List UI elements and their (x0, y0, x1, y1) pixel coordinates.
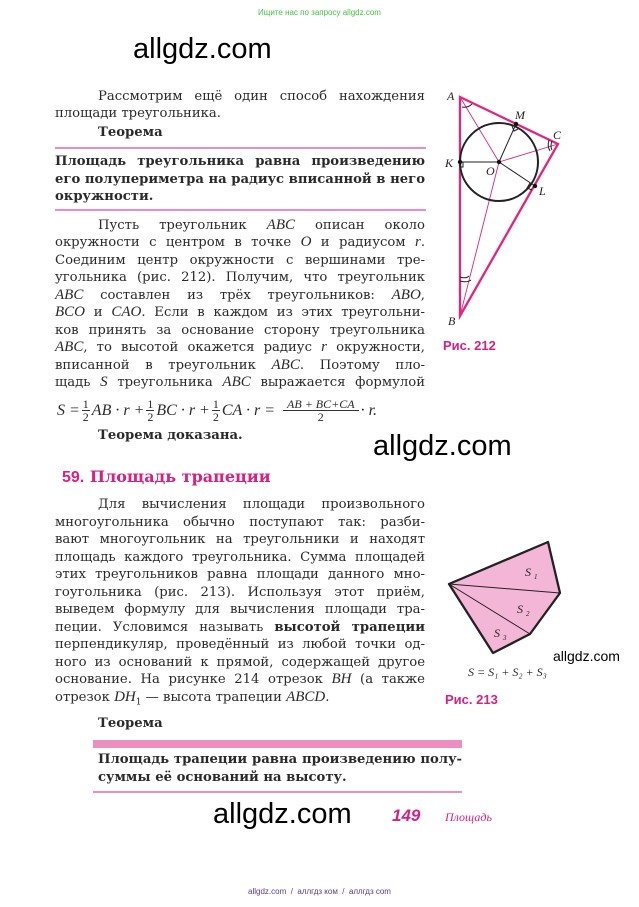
text-segment: и радиусом (311, 235, 415, 250)
numerator: 1 (82, 397, 89, 411)
text-segment: составлен из трёх треугольников: (83, 288, 392, 303)
text-segment: выражается формулой (250, 375, 425, 390)
text-segment: щадь (55, 375, 101, 390)
math-symbol: CAO (111, 304, 142, 320)
text-segment: его полупериметра на радиус вписанной в него (55, 172, 425, 187)
math-symbol: ABC (271, 357, 300, 373)
section-title: Площадь трапеции (89, 467, 271, 486)
text-segment: описан около (295, 218, 425, 233)
figure-213-formula: S = S₁ + S₂ + S₃ (468, 665, 547, 679)
text-segment: окружности, (326, 340, 425, 355)
chapter-title: Площадь (445, 810, 492, 824)
label-k: K (445, 156, 454, 170)
text-segment: ков принять за основание сторону треугольника (55, 323, 425, 338)
formula-part: BC · r + (156, 401, 210, 419)
text-segment: вают многоугольник на треугольники и находят (55, 532, 425, 547)
label-s2-index: 2 (526, 610, 530, 618)
text-segment: Соединим центр окружности с вершинами тре- (55, 253, 425, 268)
text-segment: площадь каждого треугольника. Сумма площадей (55, 550, 425, 565)
math-symbol: ABC (55, 339, 84, 355)
denominator: 2 (82, 410, 89, 424)
text-segment: . (325, 690, 330, 705)
math-symbol: ABC (55, 287, 84, 303)
text-segment: вписанной в треугольник (55, 358, 272, 373)
top-watermark: Ищите нас по запросу allgdz.com (258, 8, 381, 17)
math-symbol: ABC (222, 374, 251, 390)
text-segment: окружности с центром в точке (55, 235, 301, 250)
text-segment: треугольника (107, 375, 223, 390)
text-segment: площади треугольника. (55, 106, 221, 121)
watermark: allgdz.com (373, 430, 512, 462)
denominator: 2 (212, 410, 219, 424)
formula-part: AB · r + (91, 401, 145, 419)
math-symbol: BH (331, 671, 352, 687)
label-s1-index: 1 (534, 573, 538, 581)
text-segment: пеции. Условимся называть (55, 620, 275, 635)
watermark: allgdz.com (553, 648, 620, 664)
label-m: M (515, 108, 525, 122)
text-segment: Рассмотрим ещё один способ нахождения (98, 89, 425, 104)
theorem-label: Теорема (98, 125, 163, 140)
text-segment: Для вычисления площади произвольного (98, 497, 425, 512)
math-symbol: r (321, 339, 327, 355)
text-segment: угольника (рис. 212). Получим, что треугольник (55, 270, 425, 285)
figure-213 (449, 542, 560, 653)
label-o: O (486, 164, 495, 178)
formula-part: · r. (360, 401, 378, 419)
text-segment: . Поэтому пло- (299, 358, 425, 373)
watermark: allgdz.com (133, 33, 272, 65)
text-segment: Площадь треугольника равна произведению (55, 154, 425, 169)
text-segment: (а также (351, 672, 425, 687)
text-segment: . (420, 235, 426, 250)
label-s3-index: 3 (503, 634, 507, 642)
math-symbol: DH (114, 689, 136, 705)
section-number: 59. (62, 469, 85, 486)
numerator: 1 (212, 397, 219, 411)
text-segment: отрезок (55, 690, 115, 705)
label-s2: S (517, 602, 523, 616)
text-segment: 1 (135, 697, 142, 708)
math-symbol: ABC (266, 217, 295, 233)
formula-part: CA · r = (221, 401, 276, 419)
numerator: AB + BC+CA (283, 398, 359, 411)
text-segment: и (85, 305, 112, 320)
text-segment: Пусть треугольник (98, 218, 267, 233)
text-segment: основание. На рисунке 214 отрезок (55, 672, 332, 687)
text-segment: Площадь трапеции равна произведению полу- (98, 752, 462, 767)
label-s3: S (494, 626, 500, 640)
text-segment: суммы её оснований на высоту. (98, 770, 347, 785)
denominator: 2 (317, 410, 324, 424)
figure-212-caption: Рис. 212 (443, 338, 496, 353)
text-segment: ного из оснований к прямой, содержащей другое (55, 655, 425, 670)
math-symbol: ABCD (286, 689, 326, 705)
math-symbol: S (100, 374, 108, 390)
label-c: C (553, 128, 562, 142)
text-segment: . Если в каждом из этих треугольни- (141, 305, 425, 320)
math-symbol: r (414, 234, 421, 250)
figure-213-caption: Рис. 213 (445, 692, 498, 707)
text-segment: этих треугольников равна площади данного мно- (55, 567, 425, 582)
denominator: 2 (147, 410, 154, 424)
triangle-abc (460, 97, 558, 316)
text-segment: — высота трапеции (141, 690, 287, 705)
text-segment: гоугольника (рис. 213). Используя этот приём, (55, 585, 425, 600)
page-number: 149 (392, 806, 421, 825)
bottom-watermark: allgdz.com / аллгдз ком / аллгдз com (248, 887, 391, 896)
text-segment: выведем формулу для вычисления площади тра- (55, 602, 425, 617)
math-symbol: ABO (391, 287, 421, 303)
text-segment: высотой трапеции (274, 620, 425, 635)
label-s1: S (525, 565, 531, 579)
math-symbol: O (300, 234, 312, 250)
label-l: L (539, 184, 546, 198)
text-segment: , то высотой окажется радиус (83, 340, 322, 355)
math-symbol: BCO (55, 304, 85, 320)
text-segment: перпендикуляр, проведённый из любой точки од- (55, 637, 425, 652)
theorem-label: Теорема (98, 716, 163, 731)
text-segment: окружности. (55, 189, 154, 204)
text-segment: , (420, 288, 425, 303)
text-segment: многоугольника обычно поступают так: разби- (55, 515, 425, 530)
numerator: 1 (147, 397, 154, 411)
watermark: allgdz.com (213, 798, 352, 830)
label-a: A (447, 89, 455, 103)
label-b: B (448, 314, 456, 328)
formula-part: S = (57, 401, 80, 419)
proof-end: Теорема доказана. (98, 428, 243, 443)
